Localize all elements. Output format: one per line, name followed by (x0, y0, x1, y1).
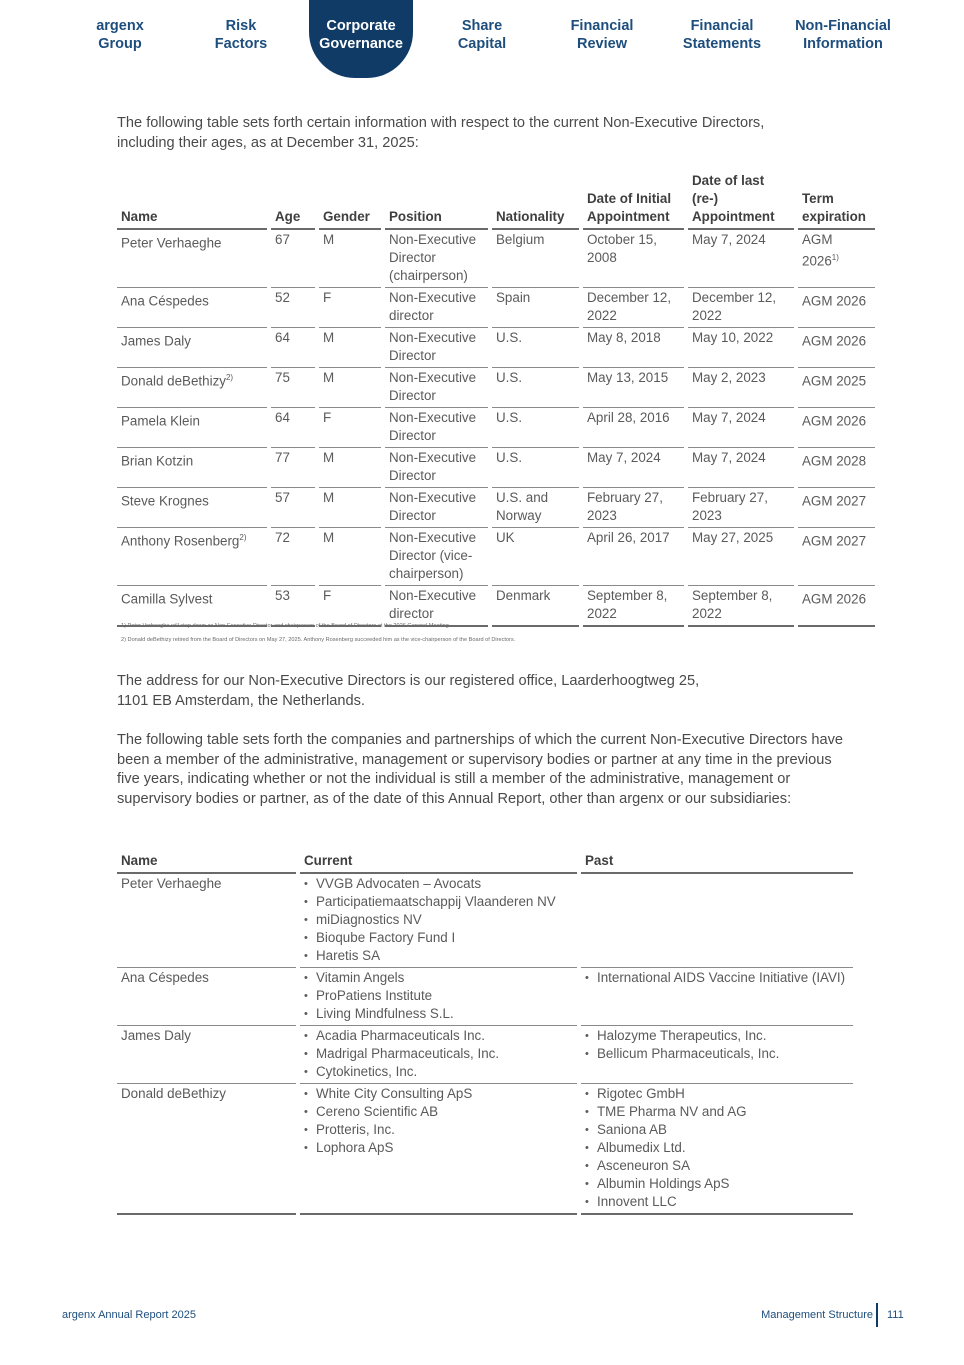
cell-term-expiration: AGM 2028 (798, 448, 875, 488)
list-item: • Asceneuron SA (585, 1157, 849, 1175)
column-header-gender: Gender (319, 172, 381, 230)
list-item: • Halozyme Therapeutics, Inc. (585, 1027, 849, 1045)
cell-initial-appointment: February 27, 2023 (583, 488, 684, 528)
cell-term-expiration: AGM 2026$^{1)}$ (798, 230, 875, 288)
nav-tab-argenx-group[interactable] (68, 0, 172, 78)
cell-term-expiration: AGM 2026 (798, 288, 875, 328)
nav-tab-label: Group (98, 36, 142, 52)
column-header-last-appointment: Date of last (re-) Appointment (688, 172, 794, 230)
cell-age: 64 (271, 328, 315, 368)
cell-gender: M (319, 328, 381, 368)
cell-name: Brian Kotzin (117, 448, 267, 488)
cell-name: Ana Céspedes (117, 288, 267, 328)
nav-tab-label: Statements (682, 36, 762, 52)
cell-term-expiration: AGM 2027 (798, 488, 875, 528)
cell-initial-appointment: October 15, 2008 (583, 230, 684, 288)
current-list (304, 875, 573, 965)
nav-tab-non-financial-information[interactable] (786, 0, 900, 78)
cell-nationality: U.S. (492, 368, 579, 408)
list-item: • Lophora ApS (304, 1139, 573, 1157)
cell-gender: M (319, 488, 381, 528)
cell-last-appointment: May 10, 2022 (688, 328, 794, 368)
cell-position: Non-Executive Director (vice-chairperson) (385, 528, 488, 586)
cell-age: 75 (271, 368, 315, 408)
cell-name: Pamela Klein (117, 408, 267, 448)
cell-position: Non-Executive director (385, 586, 488, 627)
list-item: • Bioqube Factory Fund I (304, 929, 573, 947)
cell-initial-appointment: May 8, 2018 (583, 328, 684, 368)
cell-last-appointment: February 27, 2023 (688, 488, 794, 528)
cell-past (581, 1026, 853, 1084)
table-row (117, 448, 875, 488)
cell-gender: M (319, 230, 381, 288)
nav-tab-label: Financial (570, 18, 634, 34)
cell-position: Non-Executive Director (385, 448, 488, 488)
nav-tab-financial-review[interactable] (550, 0, 654, 78)
list-item: • Rigotec GmbH (585, 1085, 849, 1103)
cell-age: 64 (271, 408, 315, 448)
list-item: • Acadia Pharmaceuticals Inc. (304, 1027, 573, 1045)
cell-age: 57 (271, 488, 315, 528)
cell-nationality: Denmark (492, 586, 579, 627)
top-navigation (0, 0, 964, 80)
cell-nationality: U.S. (492, 328, 579, 368)
cell-gender: M (319, 528, 381, 586)
cell-term-expiration: AGM 2025 (798, 368, 875, 408)
cell-term-expiration: AGM 2026 (798, 408, 875, 448)
footer-page-number: 111 (887, 1309, 904, 1321)
cell-last-appointment: May 27, 2025 (688, 528, 794, 586)
cell-position: Non-Executive Director (385, 488, 488, 528)
cell-initial-appointment: May 7, 2024 (583, 448, 684, 488)
nav-tab-label: Share (461, 18, 503, 34)
list-item: • Living Mindfulness S.L. (304, 1005, 573, 1023)
list-item: • Vitamin Angels (304, 969, 573, 987)
column-header-nationality: Nationality (492, 172, 579, 230)
table-row (117, 230, 875, 288)
current-list (304, 1027, 573, 1081)
table-row (117, 488, 875, 528)
list-item: • Participatiemaatschappij Vlaanderen NV (304, 893, 573, 911)
directors-table (113, 172, 879, 627)
list-item: • Albumin Holdings ApS (585, 1175, 849, 1193)
cell-name: Ana Céspedes (117, 968, 296, 1026)
list-item: • Saniona AB (585, 1121, 849, 1139)
table-row (117, 586, 875, 627)
list-item: • White City Consulting ApS (304, 1085, 573, 1103)
footnote-2: 2) Donald deBethizy retired from the Board of Directors on May 27, 2025. Anthony Rosenberg succeeded him as the vice-chairperson of the Board of Directors. (121, 637, 516, 643)
table-row (117, 1084, 853, 1215)
cell-nationality: UK (492, 528, 579, 586)
nav-tab-label: Financial (690, 18, 754, 34)
intro-paragraph: The following table sets forth certain information with respect to the current Non-Executive Directors, including their ages, as at December 31, 2025: (117, 115, 765, 151)
cell-last-appointment: September 8, 2022 (688, 586, 794, 627)
cell-gender: M (319, 448, 381, 488)
cell-gender: F (319, 288, 381, 328)
list-item: • Cytokinetics, Inc. (304, 1063, 573, 1081)
cell-nationality: U.S. (492, 448, 579, 488)
column-header-name: Name (117, 850, 296, 874)
past-list (585, 1027, 849, 1063)
cell-initial-appointment: April 26, 2017 (583, 528, 684, 586)
cell-age: 72 (271, 528, 315, 586)
list-item: • VVGB Advocaten – Avocats (304, 875, 573, 893)
cell-position: Non-Executive Director (chairperson) (385, 230, 488, 288)
past-list (585, 1085, 849, 1211)
cell-initial-appointment: September 8, 2022 (583, 586, 684, 627)
nav-tab-label: Factors (214, 36, 268, 52)
nav-tab-risk-factors[interactable] (189, 0, 293, 78)
cell-position: Non-Executive Director (385, 328, 488, 368)
footnote-1: 1) Peter Verhaeghe will step down as Non-Executive Director and chairperson of the Board of Directors at the 2026 General Meeting. (121, 623, 451, 629)
cell-name: Donald deBethizy$^{2)}$ (117, 368, 267, 408)
current-list (304, 1085, 573, 1157)
cell-gender: F (319, 408, 381, 448)
cell-term-expiration: AGM 2026 (798, 328, 875, 368)
cell-past (581, 1084, 853, 1215)
cell-term-expiration: AGM 2026 (798, 586, 875, 627)
address-line-2: 1101 EB Amsterdam, the Netherlands. (117, 692, 365, 709)
column-header-position: Position (385, 172, 488, 230)
cell-name: James Daly (117, 1026, 296, 1084)
memberships-intro-paragraph: The following table sets forth the companies and partnerships of which the current Non-Executive Directors have been a member of the administrative, management or supervisory bodies or partner at any time in the previous five years, indicating whether or not the individual is still a member of the administrative, management or supervisory bodies or partner, as of the date of this Annual Report, other than argenx or our subsidiaries: (117, 732, 844, 807)
nav-tab-label: Non-Financial (795, 18, 891, 34)
list-item: • Haretis SA (304, 947, 573, 965)
cell-gender: F (319, 586, 381, 627)
table-row (117, 368, 875, 408)
cell-initial-appointment: May 13, 2015 (583, 368, 684, 408)
table-header-row (117, 850, 853, 874)
list-item: • Innovent LLC (585, 1193, 849, 1211)
cell-last-appointment: May 2, 2023 (688, 368, 794, 408)
cell-current (300, 968, 577, 1026)
list-item: • TME Pharma NV and AG (585, 1103, 849, 1121)
address-line-1: The address for our Non-Executive Directors is our registered office, Laarderhoogtweg 25, (117, 673, 700, 689)
table-row (117, 408, 875, 448)
cell-last-appointment: May 7, 2024 (688, 408, 794, 448)
nav-tab-corporate-governance[interactable] (309, 0, 413, 78)
nav-tab-label: Risk (225, 18, 257, 34)
cell-age: 52 (271, 288, 315, 328)
table-row (117, 528, 875, 586)
cell-name: Anthony Rosenberg$^{2)}$ (117, 528, 267, 586)
column-header-age: Age (271, 172, 315, 230)
cell-term-expiration: AGM 2027 (798, 528, 875, 586)
memberships-table (113, 850, 857, 1215)
cell-current (300, 1084, 577, 1215)
table-row (117, 1026, 853, 1084)
column-header-current: Current (300, 850, 577, 874)
current-list (304, 969, 573, 1023)
nav-tab-label: Capital (457, 36, 507, 52)
cell-current (300, 1026, 577, 1084)
cell-position: Non-Executive Director (385, 408, 488, 448)
table-header-row (117, 172, 875, 230)
nav-tab-label: Governance (319, 36, 403, 52)
cell-current (300, 874, 577, 968)
cell-name: Steve Krognes (117, 488, 267, 528)
nav-tab-financial-statements[interactable] (670, 0, 774, 78)
nav-tab-label: argenx (96, 18, 144, 34)
cell-name: James Daly (117, 328, 267, 368)
cell-nationality: U.S. (492, 408, 579, 448)
cell-position: Non-Executive director (385, 288, 488, 328)
cell-nationality: Belgium (492, 230, 579, 288)
list-item: • ProPatiens Institute (304, 987, 573, 1005)
list-item: • Cereno Scientific AB (304, 1103, 573, 1121)
cell-past (581, 968, 853, 1026)
list-item: • miDiagnostics NV (304, 911, 573, 929)
table-row (117, 328, 875, 368)
nav-tab-label: Information (803, 36, 883, 52)
list-item: • Albumedix Ltd. (585, 1139, 849, 1157)
nav-tab-share-capital[interactable] (430, 0, 534, 78)
cell-name: Peter Verhaeghe (117, 230, 267, 288)
footer-divider (876, 1303, 878, 1327)
cell-name: Peter Verhaeghe (117, 874, 296, 968)
cell-last-appointment: December 12, 2022 (688, 288, 794, 328)
list-item: • Bellicum Pharmaceuticals, Inc. (585, 1045, 849, 1063)
list-item: • Madrigal Pharmaceuticals, Inc. (304, 1045, 573, 1063)
cell-initial-appointment: December 12, 2022 (583, 288, 684, 328)
cell-name: Donald deBethizy (117, 1084, 296, 1215)
cell-gender: M (319, 368, 381, 408)
address-paragraph (117, 672, 857, 711)
cell-age: 77 (271, 448, 315, 488)
nav-tab-label: Corporate (326, 18, 396, 34)
column-header-past: Past (581, 850, 853, 874)
cell-last-appointment: May 7, 2024 (688, 230, 794, 288)
cell-initial-appointment: April 28, 2016 (583, 408, 684, 448)
nav-tab-label: Review (577, 36, 627, 52)
cell-past (581, 874, 853, 968)
cell-last-appointment: May 7, 2024 (688, 448, 794, 488)
table-row (117, 288, 875, 328)
list-item: • International AIDS Vaccine Initiative (IAVI) (585, 969, 849, 987)
column-header-term-expiration: Term expiration (798, 172, 875, 230)
cell-nationality: Spain (492, 288, 579, 328)
cell-position: Non-Executive Director (385, 368, 488, 408)
footer-report-title: argenx Annual Report 2025 (62, 1309, 196, 1321)
cell-age: 53 (271, 586, 315, 627)
column-header-name: Name (117, 172, 267, 230)
list-item: • Protteris, Inc. (304, 1121, 573, 1139)
past-list (585, 969, 849, 987)
cell-age: 67 (271, 230, 315, 288)
footer-section-name[interactable]: Management Structure (761, 1309, 873, 1321)
cell-nationality: U.S. and Norway (492, 488, 579, 528)
table-row (117, 874, 853, 968)
column-header-initial-appointment: Date of Initial Appointment (583, 172, 684, 230)
table-row (117, 968, 853, 1026)
cell-name: Camilla Sylvest (117, 586, 267, 627)
